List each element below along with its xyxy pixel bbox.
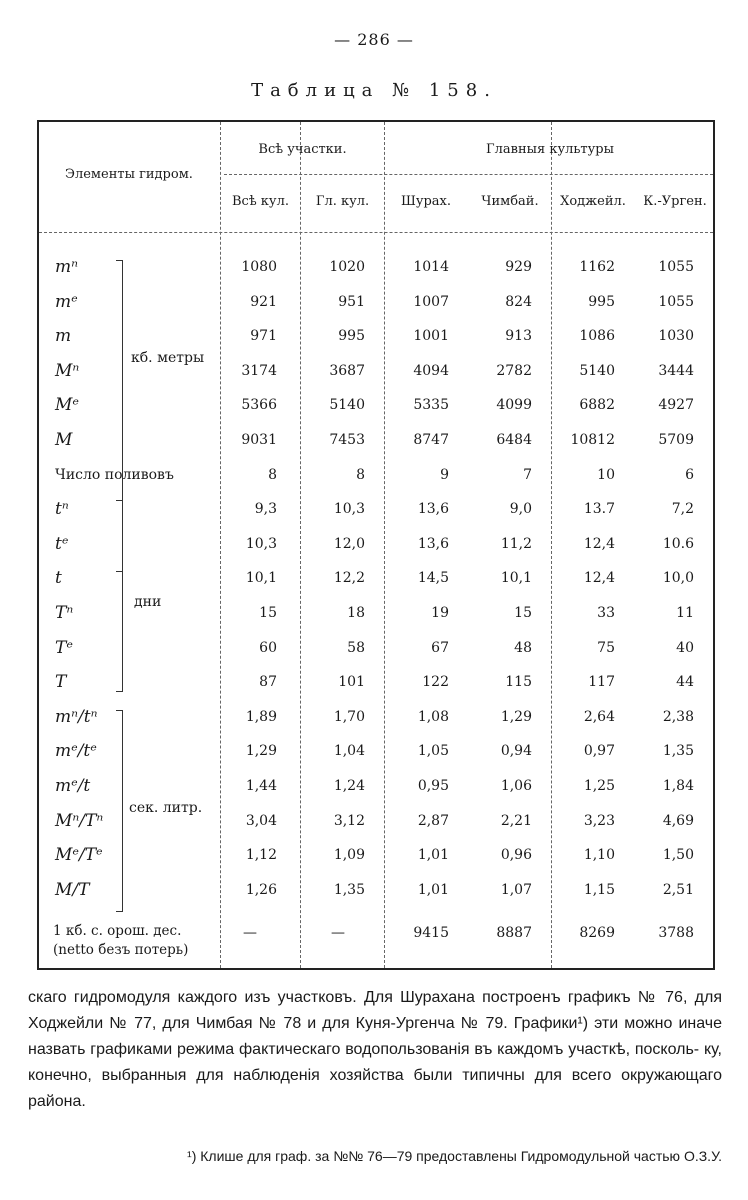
table-cell: 5140 bbox=[579, 362, 615, 379]
table-cell: 33 bbox=[597, 605, 615, 621]
table-cell: 9,3 bbox=[254, 501, 277, 518]
table-cell: 0,94 bbox=[500, 743, 532, 760]
table-cell: 48 bbox=[514, 639, 532, 656]
row-label: M/T bbox=[55, 879, 90, 900]
row-label: mⁿ bbox=[55, 257, 79, 277]
column-divider bbox=[220, 122, 221, 968]
table-cell: 10812 bbox=[570, 432, 615, 448]
table-cell: 13.7 bbox=[583, 501, 615, 518]
row-label: m bbox=[55, 326, 72, 347]
table-cell: 1,84 bbox=[662, 778, 694, 794]
table-cell: 1,26 bbox=[245, 881, 277, 898]
table-cell: — bbox=[331, 925, 345, 941]
table-cell: 10,3 bbox=[245, 535, 277, 552]
table-cell: 4927 bbox=[658, 397, 694, 414]
row-label: mⁿ/tⁿ bbox=[55, 706, 98, 727]
table-cell: 1055 bbox=[658, 293, 694, 310]
table-cell: 1001 bbox=[413, 328, 449, 345]
table-cell: 1,10 bbox=[583, 847, 615, 864]
table-cell: 9031 bbox=[241, 432, 277, 448]
table-cell: 1,06 bbox=[500, 778, 532, 794]
table-cell: 5366 bbox=[241, 397, 277, 414]
table-cell: 1,05 bbox=[417, 743, 449, 760]
table-cell: 4,69 bbox=[662, 812, 694, 829]
table-cell: 2,21 bbox=[500, 812, 532, 829]
table-cell: 913 bbox=[505, 328, 532, 345]
table-cell: 1,12 bbox=[245, 847, 277, 864]
body-paragraph: скаго гидромодуля каждого изъ участковъ. Для Шурахана построенъ графикъ № 76, для Ходжейли № 77, для Чимбая № 78 и для Куня-Ургенча № 79. Графики¹) эти можно иначе назвать графиками режима фактическаго водопользованія въ каждомъ участкѣ, посколь- ку, конечно, выбранныя для наблюденія хозяйства были типичны для всего окружающаго района. bbox=[28, 989, 722, 1110]
row-label: M bbox=[55, 430, 73, 450]
table-cell: 10 bbox=[597, 466, 615, 483]
table-cell: 929 bbox=[505, 259, 532, 275]
group-brace bbox=[116, 710, 123, 912]
column-header: К.-Урген. bbox=[643, 194, 707, 209]
table-cell: 3,04 bbox=[245, 812, 277, 829]
table-cell: 1162 bbox=[579, 259, 615, 275]
table-cell: 8269 bbox=[579, 925, 615, 941]
table-cell: 1080 bbox=[241, 259, 277, 275]
data-table bbox=[37, 120, 715, 970]
table-cell: 1020 bbox=[329, 259, 365, 275]
table-cell: 15 bbox=[259, 605, 277, 621]
table-cell: 1030 bbox=[658, 328, 694, 345]
table-cell: 6882 bbox=[579, 397, 615, 414]
last-row-label: 1 кб. с. орош. дес. bbox=[53, 923, 182, 939]
table-cell: 122 bbox=[422, 674, 449, 691]
table-cell: 19 bbox=[431, 605, 449, 621]
table-cell: 9415 bbox=[413, 925, 449, 941]
table-cell: 1007 bbox=[413, 293, 449, 310]
table-cell: 1,24 bbox=[333, 778, 365, 794]
table-cell: 9,0 bbox=[509, 501, 532, 518]
table-cell: 951 bbox=[338, 293, 365, 310]
table-cell: 7,2 bbox=[671, 501, 694, 518]
table-cell: 10,1 bbox=[500, 570, 532, 587]
table-cell: 8 bbox=[356, 466, 365, 483]
table-cell: 1,09 bbox=[333, 847, 365, 864]
table-cell: 10,1 bbox=[245, 570, 277, 587]
row-label: Mⁿ bbox=[55, 360, 80, 381]
table-cell: 2,87 bbox=[417, 812, 449, 829]
column-header: Гл. кул. bbox=[315, 194, 370, 209]
column-header: Чимбай. bbox=[481, 194, 539, 209]
footnote: ¹) Клише для граф. за №№ 76—79 предоставлены Гидромодульной частью О.З.У. bbox=[187, 1148, 722, 1164]
table-cell: 5709 bbox=[658, 432, 694, 448]
table-cell: 58 bbox=[347, 639, 365, 656]
table-cell: 1,01 bbox=[417, 847, 449, 864]
row-label: mᵉ/tᵉ bbox=[55, 741, 97, 762]
column-header: Ходжейл. bbox=[560, 194, 626, 209]
table-cell: 67 bbox=[431, 639, 449, 656]
group-label-units: кб. метры bbox=[131, 350, 205, 366]
table-cell: 4099 bbox=[496, 397, 532, 414]
table-cell: 9 bbox=[440, 466, 449, 483]
table-cell: 8747 bbox=[413, 432, 449, 448]
table-cell: 1,89 bbox=[245, 708, 277, 725]
table-cell: 11 bbox=[676, 605, 694, 621]
table-cell: 2782 bbox=[496, 362, 532, 379]
table-cell: 44 bbox=[676, 674, 694, 691]
table-cell: 15 bbox=[514, 605, 532, 621]
table-cell: 3788 bbox=[658, 925, 694, 941]
table-cell: 6484 bbox=[496, 432, 532, 448]
table-cell: 7 bbox=[523, 466, 532, 483]
group-header-all: Всѣ участки. bbox=[258, 142, 347, 157]
table-cell: 18 bbox=[347, 605, 365, 621]
row-label: Tⁿ bbox=[55, 603, 74, 623]
table-cell: 3,23 bbox=[583, 812, 615, 829]
table-cell: 1,07 bbox=[500, 881, 532, 898]
row-label: T bbox=[55, 672, 67, 693]
table-cell: 1055 bbox=[658, 259, 694, 275]
column-divider bbox=[551, 122, 552, 968]
table-cell: 115 bbox=[505, 674, 532, 691]
group-label-days: дни bbox=[134, 594, 162, 610]
table-cell: 13,6 bbox=[417, 501, 449, 518]
table-cell: 0,96 bbox=[500, 847, 532, 864]
table-cell: 12,0 bbox=[333, 535, 365, 552]
table-title: Таблица № 158. bbox=[251, 80, 497, 101]
row-label: mᵉ bbox=[55, 291, 78, 312]
table-cell: 3687 bbox=[329, 362, 365, 379]
table-cell: 995 bbox=[588, 293, 615, 310]
table-cell: 12,2 bbox=[333, 570, 365, 587]
table-cell: 1,50 bbox=[662, 847, 694, 864]
column-divider bbox=[384, 122, 385, 968]
table-cell: 1,29 bbox=[245, 743, 277, 760]
table-cell: 921 bbox=[250, 293, 277, 310]
table-cell: 2,51 bbox=[662, 881, 694, 898]
row-label: mᵉ/t bbox=[55, 776, 91, 796]
table-cell: 3174 bbox=[241, 362, 277, 379]
table-cell: 1,70 bbox=[333, 708, 365, 725]
table-cell: 1086 bbox=[579, 328, 615, 345]
table-cell: 11,2 bbox=[500, 535, 532, 552]
table-cell: 5335 bbox=[413, 397, 449, 414]
table-cell: 117 bbox=[588, 674, 615, 691]
table-cell: 0,95 bbox=[417, 778, 449, 794]
table-cell: 1,44 bbox=[245, 778, 277, 794]
table-cell: 1,25 bbox=[583, 778, 615, 794]
group-header-main: Главныя культуры bbox=[486, 142, 614, 157]
table-cell: 8 bbox=[268, 466, 277, 483]
row-label: Число поливовъ bbox=[55, 466, 174, 483]
table-cell: 75 bbox=[597, 639, 615, 656]
table-cell: 1,04 bbox=[333, 743, 365, 760]
elements-header: Элементы гидром. bbox=[65, 167, 193, 182]
table-cell: 995 bbox=[338, 328, 365, 345]
table-cell: 0,97 bbox=[583, 743, 615, 760]
column-header: Шурах. bbox=[400, 194, 452, 209]
group-brace bbox=[116, 500, 123, 692]
table-cell: 13,6 bbox=[417, 535, 449, 552]
table-cell: 2,64 bbox=[583, 708, 615, 725]
row-label: Mⁿ/Tⁿ bbox=[55, 810, 104, 831]
table-cell: 12,4 bbox=[583, 535, 615, 552]
table-cell: 971 bbox=[250, 328, 277, 345]
table-cell: 1,08 bbox=[417, 708, 449, 725]
row-label: Mᵉ/Tᵉ bbox=[55, 845, 103, 866]
table-cell: 1014 bbox=[413, 259, 449, 275]
table-cell: 1,29 bbox=[500, 708, 532, 725]
table-cell: 10,3 bbox=[333, 501, 365, 518]
table-cell: 6 bbox=[685, 466, 694, 483]
table-cell: 5140 bbox=[329, 397, 365, 414]
table-cell: 3444 bbox=[658, 362, 694, 379]
row-label: Mᵉ bbox=[55, 395, 79, 416]
table-cell: 101 bbox=[338, 674, 365, 691]
table-cell: 40 bbox=[676, 639, 694, 656]
table-cell: 8887 bbox=[496, 925, 532, 941]
header-divider bbox=[39, 232, 713, 233]
header-divider bbox=[224, 174, 713, 175]
table-cell: 1,35 bbox=[662, 743, 694, 760]
row-label: t bbox=[55, 568, 62, 589]
table-cell: 10,0 bbox=[662, 570, 694, 587]
row-label: tⁿ bbox=[55, 499, 69, 520]
table-cell: 10.6 bbox=[662, 535, 694, 552]
table-cell: 12,4 bbox=[583, 570, 615, 587]
table-cell: 4094 bbox=[413, 362, 449, 379]
column-divider bbox=[300, 122, 301, 968]
table-cell: 2,38 bbox=[662, 708, 694, 725]
table-cell: 824 bbox=[505, 293, 532, 310]
table-cell: — bbox=[243, 925, 257, 941]
table-cell: 87 bbox=[259, 674, 277, 691]
column-header: Всѣ кул. bbox=[232, 194, 289, 209]
table-cell: 7453 bbox=[329, 432, 365, 448]
table-cell: 1,35 bbox=[333, 881, 365, 898]
row-label: tᵉ bbox=[55, 533, 69, 554]
table-cell: 1,01 bbox=[417, 881, 449, 898]
last-row-label: (netto безъ потерь) bbox=[53, 942, 189, 958]
page-number: — 286 — bbox=[334, 30, 414, 49]
table-cell: 60 bbox=[259, 639, 277, 656]
group-label-liters: сек. литр. bbox=[129, 800, 203, 816]
row-label: Tᵉ bbox=[55, 637, 73, 658]
table-cell: 14,5 bbox=[417, 570, 449, 587]
table-cell: 3,12 bbox=[333, 812, 365, 829]
table-cell: 1,15 bbox=[583, 881, 615, 898]
